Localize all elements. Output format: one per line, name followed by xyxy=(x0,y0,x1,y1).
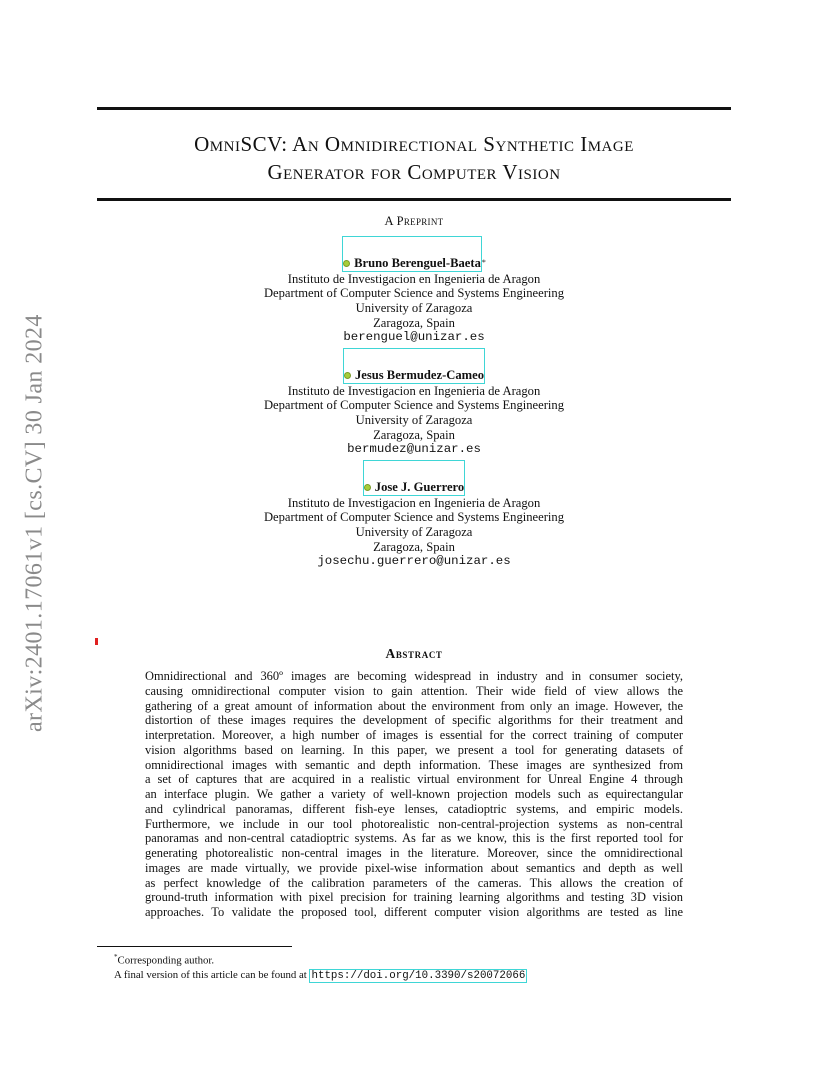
footnote-rule xyxy=(97,946,292,947)
author-name[interactable]: Bruno Berenguel-Baeta xyxy=(354,256,481,271)
author-institute: Instituto de Investigacion en Ingenieria de Aragon xyxy=(287,271,541,286)
author-university: University of Zaragoza xyxy=(355,412,473,427)
abstract-line: and cylindrical panoramas, different fish-eye lenses, catadioptric systems, and empiric models. xyxy=(145,801,683,816)
author-city: Zaragoza, Spain xyxy=(373,315,455,330)
preprint-label: A Preprint xyxy=(384,214,444,228)
title-line-2: Generator for Computer Vision xyxy=(267,160,561,184)
abstract-heading: Abstract xyxy=(385,646,443,661)
author-name[interactable]: Jose J. Guerrero xyxy=(374,480,465,495)
author-link-box[interactable] xyxy=(363,460,465,496)
title-rule-bottom xyxy=(97,198,731,201)
paper-title xyxy=(97,130,731,186)
abstract-line: as perfect knowledge of the calibration parameters of the cameras. This allows the creation of xyxy=(145,875,683,890)
orcid-icon[interactable] xyxy=(364,484,371,491)
abstract-line: vision algorithms based on learning. In this paper, we present a tool for generating datasets of xyxy=(145,742,683,757)
abstract-line: Furthermore, we include in our tool photorealistic non-central-projection systems as non-central xyxy=(145,816,683,831)
author-city: Zaragoza, Spain xyxy=(373,427,455,442)
abstract-line: panoramas and non-central catadioptric systems. As far as we know, this is the first reported tool for xyxy=(145,831,683,846)
author-department: Department of Computer Science and Systems Engineering xyxy=(263,510,565,525)
author-institute: Instituto de Investigacion en Ingenieria de Aragon xyxy=(287,495,541,510)
author-email[interactable]: bermudez@unizar.es xyxy=(347,442,481,457)
abstract-line: omnidirectional images with semantic and depth information. These images are synthesized from xyxy=(145,757,683,772)
footnotes xyxy=(114,950,527,983)
author-link-box[interactable] xyxy=(342,236,482,272)
abstract-line: images are made virtually, we provide pixel-wise information about semantics and depth as well xyxy=(145,860,683,875)
footnote-corresponding xyxy=(114,950,527,968)
author-block xyxy=(97,460,731,569)
author-university: University of Zaragoza xyxy=(355,300,473,315)
author-block xyxy=(97,236,731,345)
doi-link[interactable]: https://doi.org/10.3390/s20072066 xyxy=(311,969,526,982)
author-city: Zaragoza, Spain xyxy=(373,539,455,554)
author-university: University of Zaragoza xyxy=(355,524,473,539)
author-block xyxy=(97,348,731,457)
arxiv-identifier-stamp: arXiv:2401.17061v1 [cs.CV] 30 Jan 2024 xyxy=(21,314,48,732)
margin-marker xyxy=(95,638,98,645)
abstract-line: an interface plugin. We gather a variety of well-known projection models such as equirectangular xyxy=(145,787,683,801)
author-name[interactable]: Jesus Bermudez-Cameo xyxy=(354,368,485,383)
orcid-icon[interactable] xyxy=(344,372,351,379)
footnote-final-version xyxy=(114,968,527,983)
abstract-line: gathering of a great amount of information about the environment from only an image. However, the xyxy=(145,698,683,713)
footnote-final-version-text: A final version of this article can be found at xyxy=(114,968,310,981)
author-department: Department of Computer Science and Systems Engineering xyxy=(263,398,565,413)
footnote-corresponding-text: Corresponding author. xyxy=(117,954,215,967)
abstract-line: distortion of these images requires the development of specific algorithms for their treatment and xyxy=(145,713,683,728)
abstract-line: approaches. To validate the proposed tool, different computer vision algorithms are tested as line xyxy=(145,905,683,919)
abstract-line: interpretation. Moreover, a high number of images is essential for the correct training of computer xyxy=(145,728,683,742)
footnote-mark: * xyxy=(114,953,118,961)
corresponding-mark[interactable]: * xyxy=(481,258,486,267)
title-rule-top xyxy=(97,107,731,110)
author-email[interactable]: berenguel@unizar.es xyxy=(343,330,485,345)
abstract-body xyxy=(145,669,683,920)
author-department: Department of Computer Science and Systems Engineering xyxy=(263,286,565,301)
abstract-line: Omnidirectional and 360º images are becoming widespread in industry and in consumer society, xyxy=(145,669,683,683)
abstract-line: ground-truth information with pixel precision for training learning algorithms and testing 3D vision xyxy=(145,890,683,905)
author-link-box[interactable] xyxy=(343,348,485,384)
abstract-line: causing omnidirectional computer vision to gain attention. Their wide field of view allows the xyxy=(145,683,683,698)
orcid-icon[interactable] xyxy=(343,260,350,267)
abstract-line: a set of captures that are acquired in a realistic virtual environment for Unreal Engine 4 through xyxy=(145,772,683,787)
author-institute: Instituto de Investigacion en Ingenieria de Aragon xyxy=(287,383,541,398)
author-email[interactable]: josechu.guerrero@unizar.es xyxy=(317,554,511,569)
title-line-1: OmniSCV: An Omnidirectional Synthetic Image xyxy=(194,132,634,156)
abstract-line: generating photorealistic non-central images in the literature. Moreover, since the omnidirectional xyxy=(145,846,683,860)
